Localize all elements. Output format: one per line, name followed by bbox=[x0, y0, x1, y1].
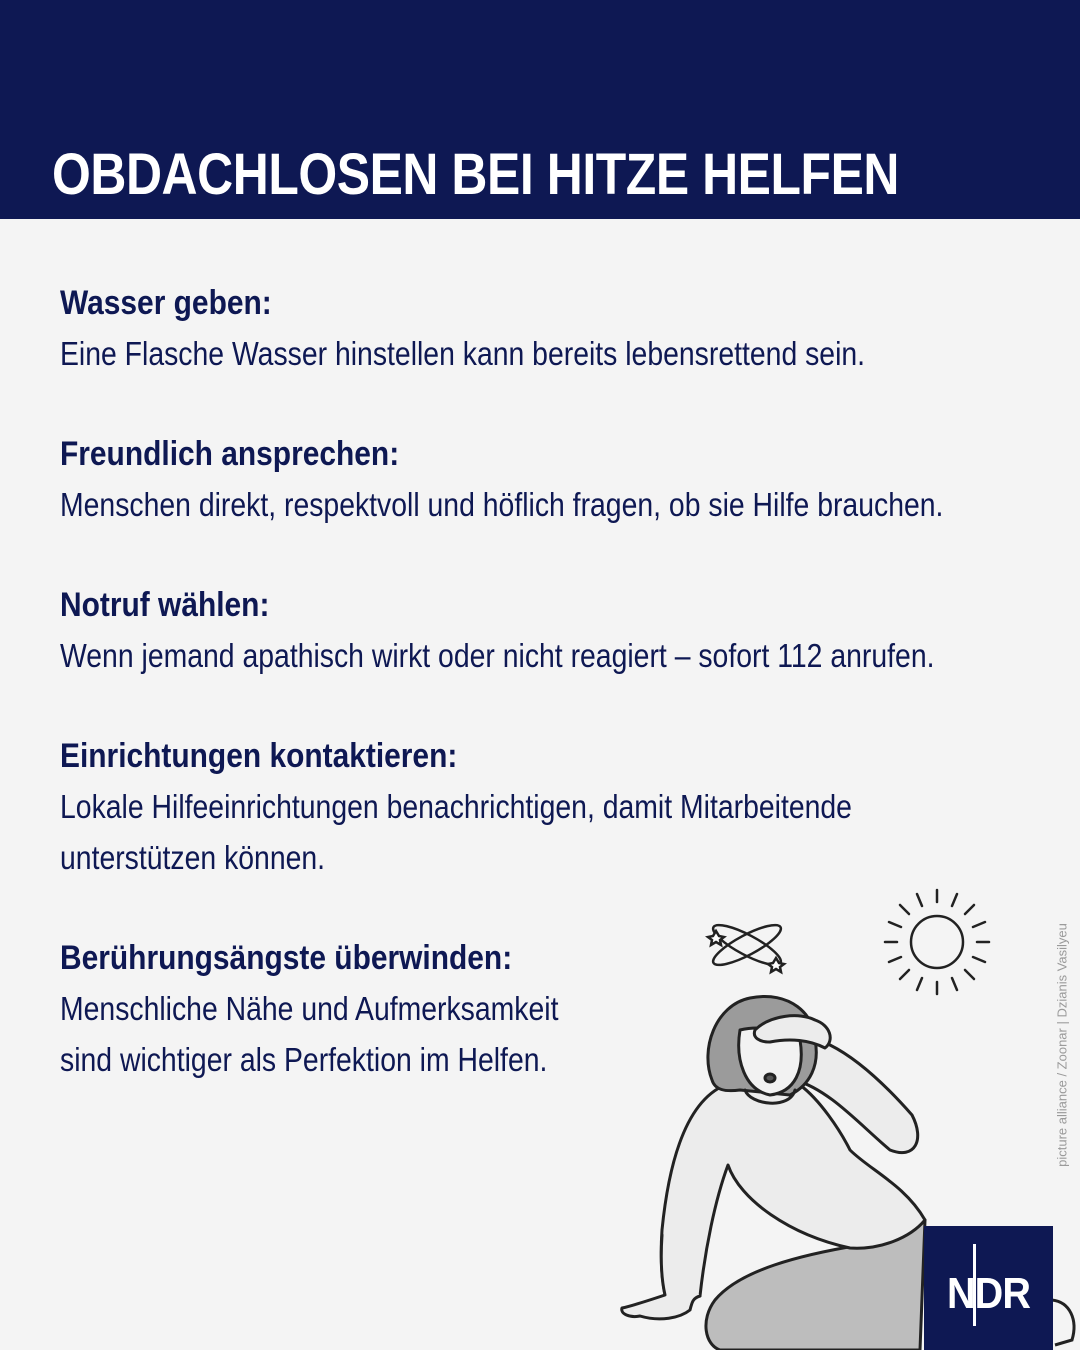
page-title: OBDACHLOSEN BEI HITZE HELFEN bbox=[52, 142, 900, 207]
section-heading: Freundlich ansprechen: bbox=[60, 435, 400, 473]
section-text-line: sind wichtiger als Perfektion im Helfen. bbox=[60, 1041, 548, 1078]
person-figure bbox=[622, 996, 925, 1350]
ndr-logo-text: NDR bbox=[946, 1269, 1031, 1318]
dizzy-orbit-icon bbox=[708, 918, 785, 972]
section-text-line: Eine Flasche Wasser hinstellen kann bereits lebensrettend sein. bbox=[60, 335, 866, 372]
section-heading: Wasser geben: bbox=[60, 284, 272, 322]
sun-icon bbox=[885, 890, 989, 994]
section-einrichtungen-kontaktieren bbox=[60, 731, 981, 883]
section-heading: Notruf wählen: bbox=[60, 586, 270, 624]
ndr-logo bbox=[924, 1226, 1053, 1350]
section-text-line: Menschen direkt, respektvoll und höflich fragen, ob sie Hilfe brauchen. bbox=[60, 486, 944, 523]
section-notruf-waehlen bbox=[60, 580, 1077, 681]
bag-edge bbox=[1052, 1300, 1074, 1345]
section-beruehrungsaengste bbox=[60, 933, 640, 1085]
section-text-line: Lokale Hilfeeinrichtungen benachrichtigen, damit Mitarbeitende bbox=[60, 788, 852, 825]
section-text-line: Menschliche Nähe und Aufmerksamkeit bbox=[60, 990, 559, 1027]
section-text-line: Wenn jemand apathisch wirkt oder nicht reagiert – sofort 112 anrufen. bbox=[60, 637, 935, 674]
section-wasser-geben bbox=[60, 278, 996, 379]
section-heading: Berührungsängste überwinden: bbox=[60, 939, 513, 977]
section-heading: Einrichtungen kontaktieren: bbox=[60, 737, 458, 775]
section-text-line: unterstützen können. bbox=[60, 839, 326, 876]
photo-credit: picture alliance / Zoonar | Dzianis Vasilyeu bbox=[1054, 923, 1070, 1167]
header-banner bbox=[0, 0, 1080, 219]
section-freundlich-ansprechen bbox=[60, 429, 1080, 530]
